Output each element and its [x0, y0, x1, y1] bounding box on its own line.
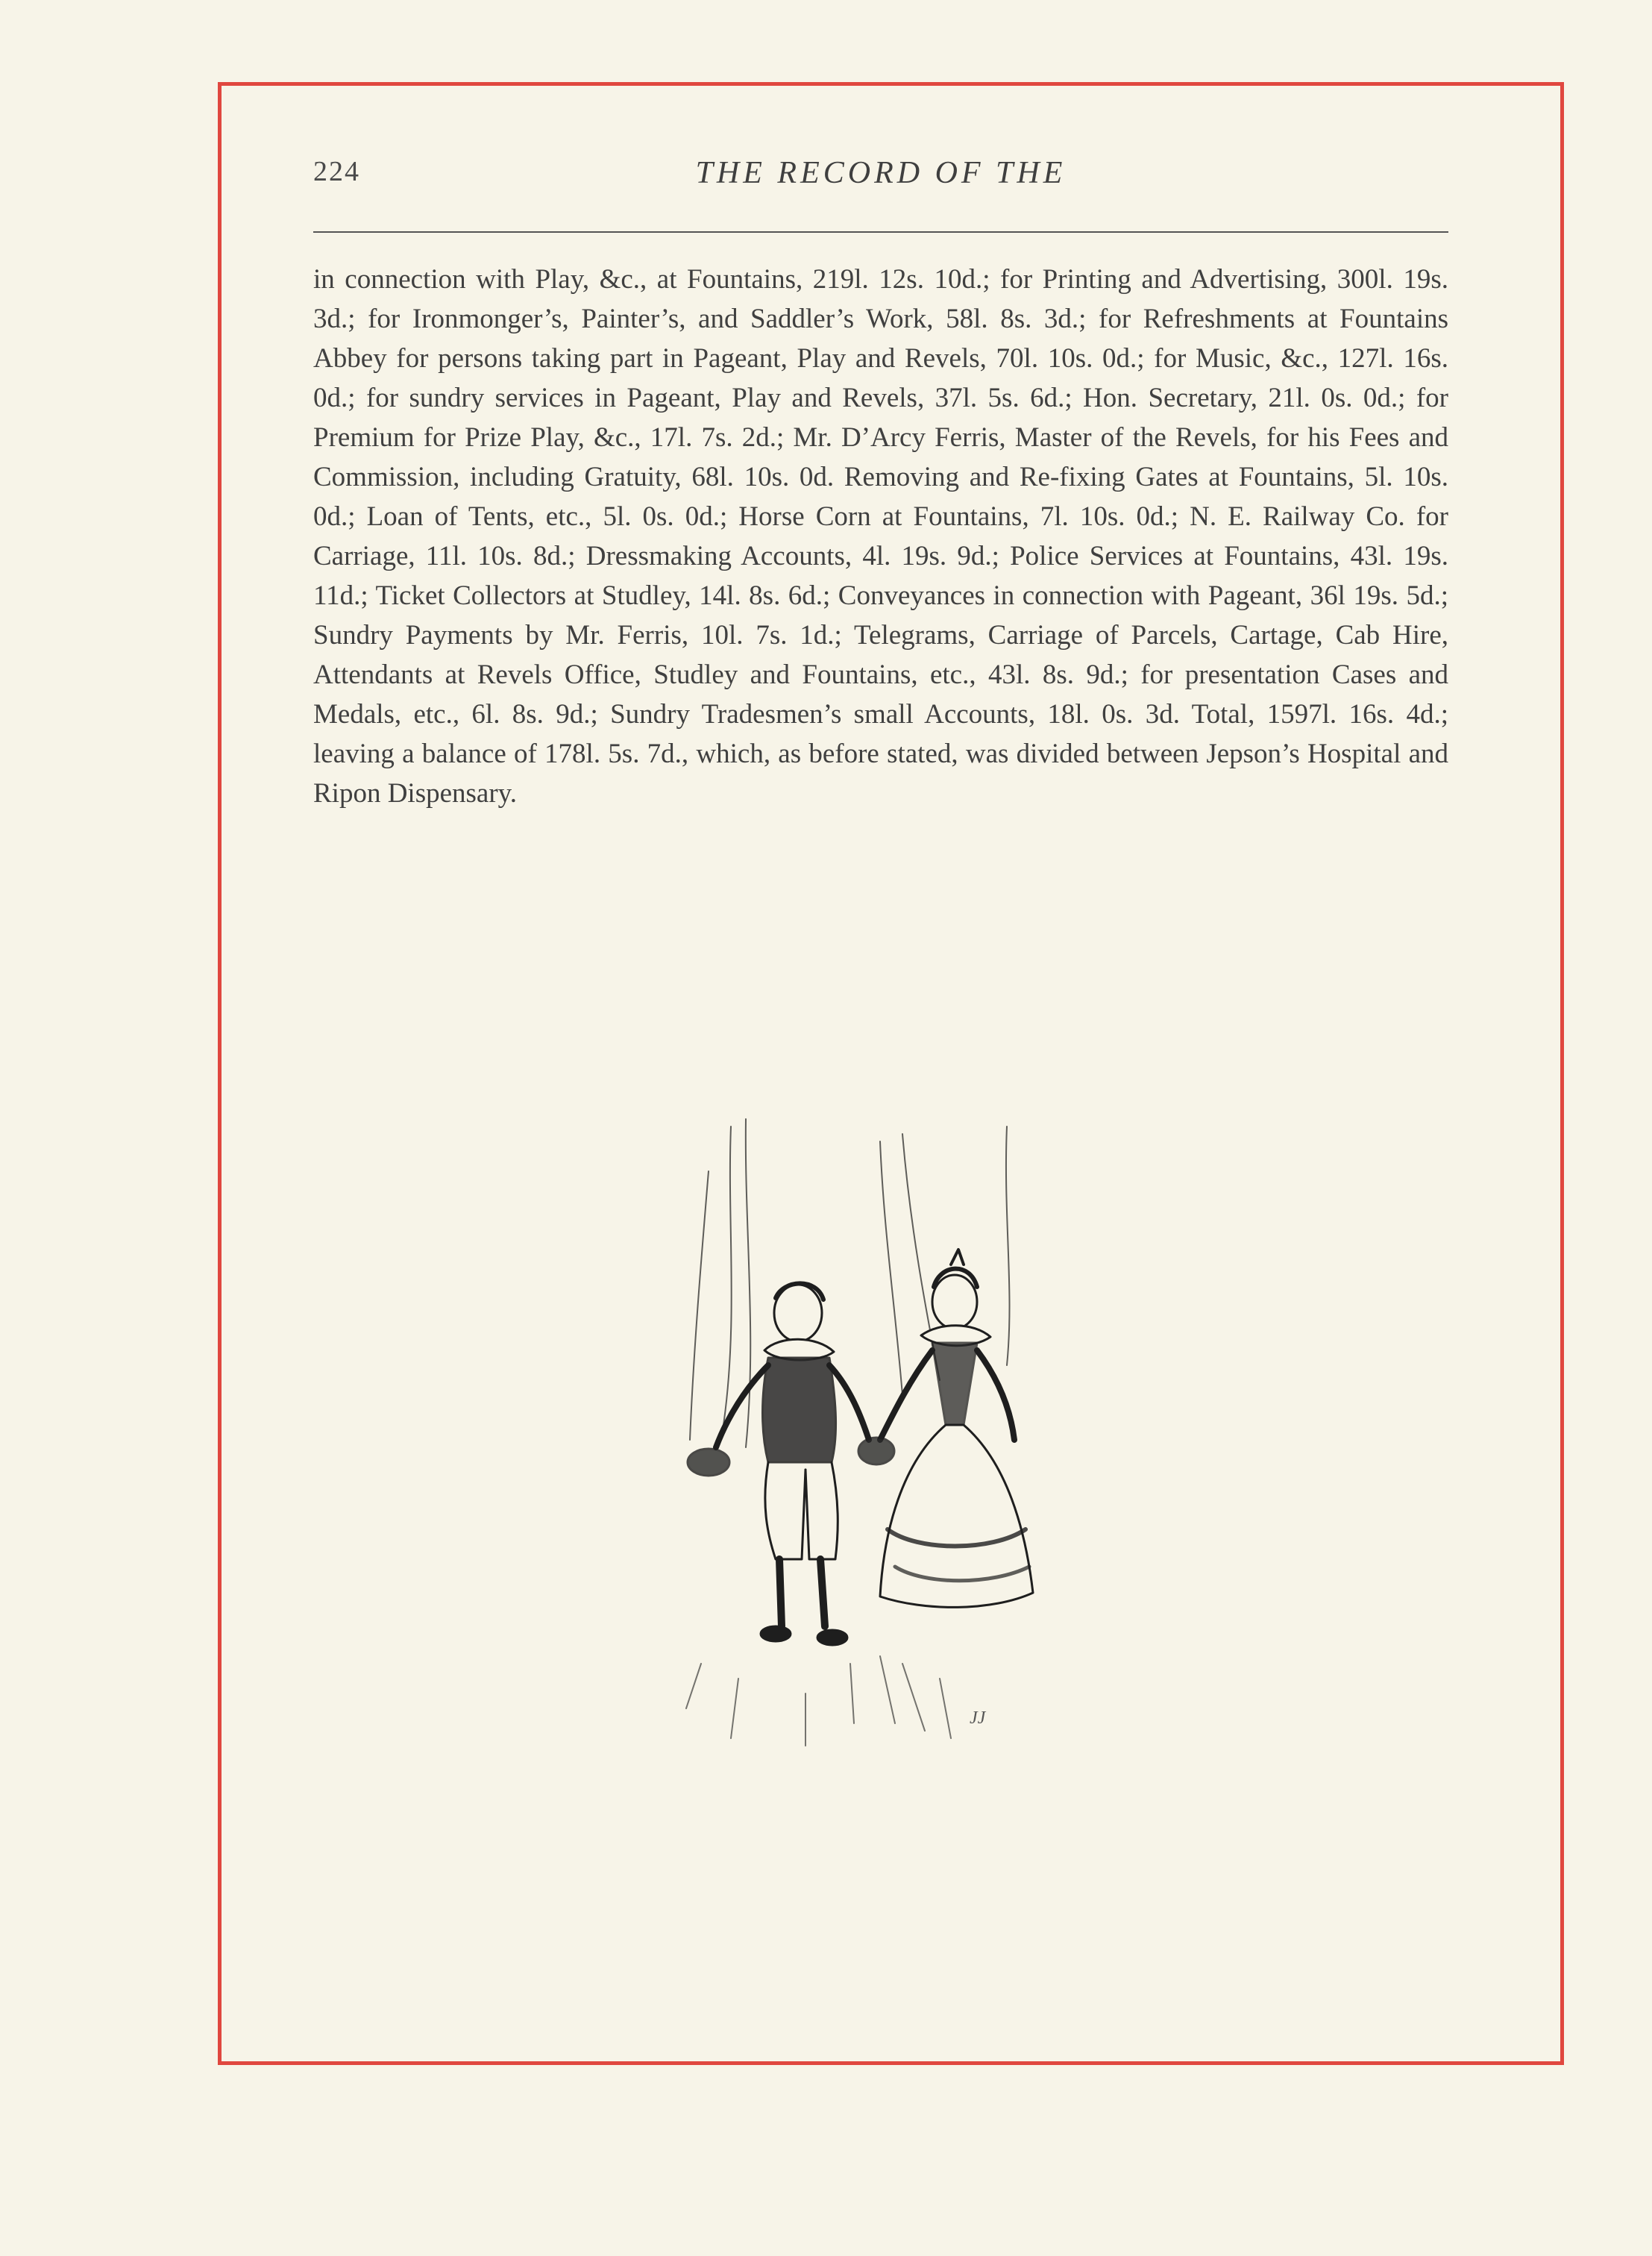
boy-figure — [688, 1283, 869, 1645]
body-paragraph — [313, 260, 1448, 813]
header-rule — [313, 231, 1448, 233]
girl-figure — [858, 1250, 1033, 1607]
running-head: THE RECORD OF THE — [695, 156, 1067, 190]
illustrator-signature: JJ — [970, 1708, 986, 1728]
costumed-children-illustration — [656, 1112, 1104, 1753]
accounts-paragraph: in connection with Play, &c., at Fountains, 219l. 12s. 10d.; for Printing and Advertising, 300l. 19s. 3d.; for Ironmonger’s, Painter’s, and Saddler’s Work, 58l. 8s. 3d.; for Refreshments at Fountains Abbey for persons taking part in Pageant, Play and Revels, 70l. 10s. 0d.; for Music, &c., 127l. 16s. 0d.; for sundry services in Pageant, Play and Revels, 37l. 5s. 6d.; Hon. Secretary, 21l. 0s. 0d.; for Premium for Prize Play, &c., 17l. 7s. 2d.; Mr. D’Arcy Ferris, Master of the Revels, for his Fees and Commission, including Gratuity, 68l. 10s. 0d. Removing and Re-fixing Gates at Fountains, 5l. 10s. 0d.; Loan of Tents, etc., 5l. 0s. 0d.; Horse Corn at Fountains, 7l. 10s. 0d.; N. E. Railway Co. for Carriage, 11l. 10s. 8d.; Dressmaking Accounts, 4l. 19s. 9d.; Police Services at Fountains, 43l. 19s. 11d.; Ticket Collectors at Studley, 14l. 8s. 6d.; Conveyances in connection with Pageant, 36l 19s. 5d.; Sundry Payments by Mr. Ferris, 10l. 7s. 1d.; Telegrams, Carriage of Parcels, Cartage, Cab Hire, Attendants at Revels Office, Studley and Fountains, etc., 43l. 8s. 9d.; for presentation Cases and Medals, etc., 6l. 8s. 9d.; Sundry Tradesmen’s small Accounts, 18l. 0s. 3d. Total, 1597l. 16s. 4d.; leaving a balance of 178l. 5s. 7d., which, as before stated, was divided between Jepson’s Hospital and Ripon Dispensary. — [313, 264, 1448, 809]
page-number: 224 — [313, 156, 360, 187]
floor-strokes — [686, 1656, 951, 1746]
